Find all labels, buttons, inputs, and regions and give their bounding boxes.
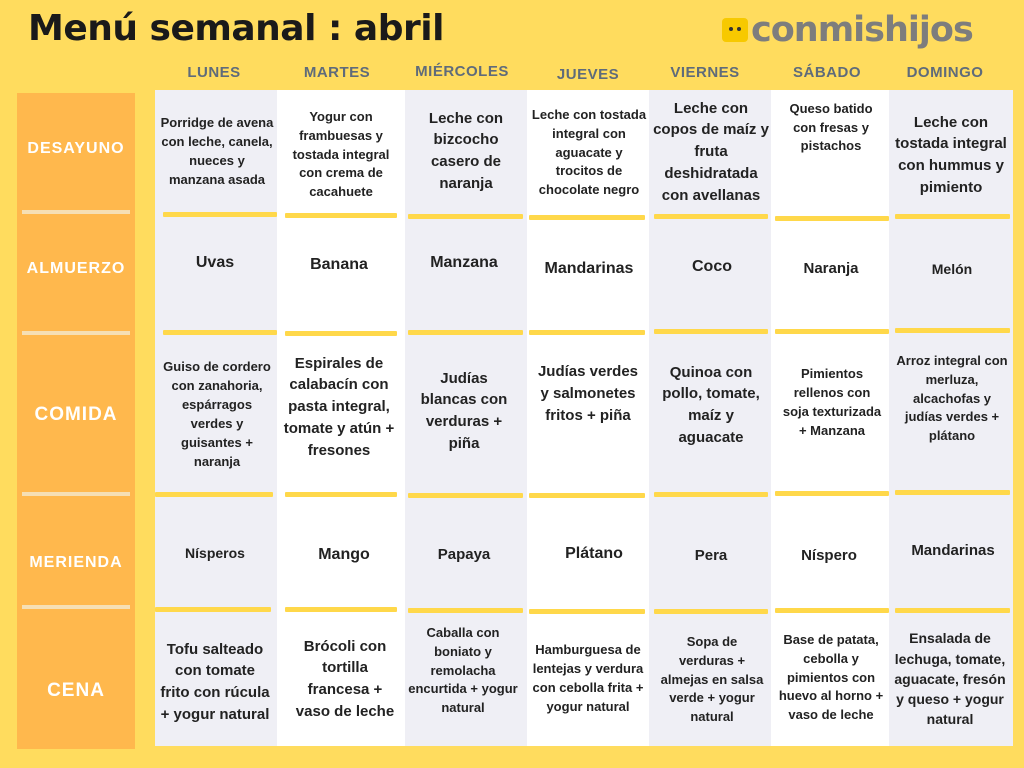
- meal-divider: [22, 210, 130, 214]
- menu-cell-merienda-martes: Mango: [318, 546, 370, 564]
- menu-cell-merienda-domingo: Mandarinas: [911, 542, 995, 560]
- cell-divider: [408, 330, 523, 335]
- cell-divider: [895, 328, 1010, 333]
- meal-label-comida: COMIDA: [34, 404, 118, 425]
- cell-divider: [775, 608, 889, 613]
- day-header-domingo: DOMINGO: [906, 64, 984, 81]
- menu-cell-comida-sabado: Pimientos rellenos con soja texturizada + Manzana: [782, 366, 882, 438]
- menu-cell-almuerzo-jueves: Mandarinas: [544, 260, 634, 278]
- menu-cell-almuerzo-lunes: Uvas: [195, 254, 235, 272]
- menu-cell-desayuno-miercoles: Leche con bizcocho casero de naranja: [428, 109, 504, 192]
- menu-cell-comida-lunes: Guiso de cordero con zanahoria, espárragos verdes y guisantes + naranja: [163, 359, 271, 469]
- menu-cell-cena-viernes: Sopa de verduras + almejas en salsa verde + yogur natural: [660, 633, 764, 725]
- cell-divider: [654, 492, 768, 497]
- menu-cell-comida-martes: Espirales de calabacín con pasta integral, tomate y atún + fresones: [283, 354, 395, 459]
- menu-cell-almuerzo-martes: Banana: [310, 256, 368, 274]
- menu-cell-cena-jueves: Hamburguesa de lentejas y verdura con cebolla frita + yogur natural: [532, 642, 644, 714]
- page-title: [28, 8, 444, 49]
- menu-cell-almuerzo-domingo: Melón: [931, 260, 973, 277]
- cell-divider: [285, 213, 397, 218]
- menu-cell-almuerzo-sabado: Naranja: [803, 260, 859, 278]
- cell-divider: [529, 215, 645, 220]
- menu-cell-desayuno-lunes: Porridge de avena con leche, canela, nueces y manzana asada: [160, 115, 274, 187]
- cell-divider: [155, 492, 273, 497]
- menu-cell-cena-domingo: Ensalada de lechuga, tomate, aguacate, fresón y queso + yogur natural: [894, 630, 1006, 728]
- menu-cell-desayuno-domingo: Leche con tostada integral con hummus y pimiento: [895, 113, 1007, 196]
- menu-grid: [155, 90, 1013, 746]
- cell-divider: [529, 493, 645, 498]
- menu-cell-cena-lunes: Tofu salteado con tomate frito con rúcula + yogur natural: [160, 640, 270, 723]
- cell-divider: [654, 609, 768, 614]
- day-header-miercoles: MIÉRCOLES: [415, 63, 509, 80]
- meal-label-column: [17, 93, 135, 749]
- menu-cell-merienda-viernes: Pera: [694, 547, 728, 565]
- meal-divider: [22, 605, 130, 609]
- menu-cell-merienda-sabado: Níspero: [801, 547, 857, 565]
- meal-label-merienda: MERIENDA: [29, 554, 123, 571]
- cell-divider: [408, 214, 523, 219]
- brand-logo: [722, 10, 973, 50]
- cell-divider: [775, 491, 889, 496]
- menu-cell-almuerzo-viernes: Coco: [692, 258, 732, 276]
- title-main: Menú semanal: [28, 8, 316, 49]
- day-header-martes: MARTES: [303, 64, 371, 81]
- face-logo-icon: [722, 18, 748, 42]
- menu-cell-comida-miercoles: Judías blancas con verduras + piña: [420, 369, 508, 452]
- menu-cell-desayuno-jueves: Leche con tostada integral con aguacate y trocitos de chocolate negro: [531, 106, 647, 198]
- cell-divider: [654, 214, 768, 219]
- cell-divider: [775, 216, 889, 221]
- cell-divider: [529, 330, 645, 335]
- cell-divider: [155, 607, 271, 612]
- cell-divider: [163, 212, 277, 217]
- meal-label-cena: CENA: [47, 680, 105, 701]
- menu-cell-merienda-lunes: Nísperos: [185, 544, 245, 561]
- meal-divider: [22, 492, 130, 496]
- cell-divider: [775, 329, 889, 334]
- logo-text: conmishijos: [751, 10, 973, 50]
- menu-cell-comida-viernes: Quinoa con pollo, tomate, maíz y aguacate: [662, 363, 760, 446]
- menu-cell-comida-jueves: Judías verdes y salmonetes fritos + piña: [537, 363, 639, 424]
- cell-divider: [285, 607, 397, 612]
- cell-divider: [408, 493, 523, 498]
- cell-divider: [285, 331, 397, 336]
- cell-divider: [163, 330, 277, 335]
- menu-cell-comida-domingo: Arroz integral con merluza, alcachofas y judías verdes + plátano: [896, 352, 1008, 444]
- menu-cell-cena-martes: Brócoli con tortilla francesa + vaso de leche: [295, 637, 395, 720]
- day-header-lunes: LUNES: [187, 64, 241, 81]
- menu-cell-merienda-miercoles: Papaya: [437, 546, 491, 564]
- cell-divider: [408, 608, 523, 613]
- menu-cell-cena-miercoles: Caballa con boniato y remolacha encurtida + yogur natural: [408, 624, 518, 716]
- title-month: abril: [353, 8, 444, 49]
- menu-cell-cena-sabado: Base de patata, cebolla y pimientos con huevo al horno + vaso de leche: [778, 631, 884, 723]
- title-separator: :: [315, 8, 354, 49]
- cell-divider: [654, 329, 768, 334]
- meal-label-desayuno: DESAYUNO: [27, 140, 125, 157]
- menu-cell-merienda-jueves: Plátano: [565, 545, 623, 563]
- meal-divider: [22, 331, 130, 335]
- cell-divider: [285, 492, 397, 497]
- menu-cell-almuerzo-miercoles: Manzana: [430, 254, 498, 272]
- day-header-jueves: JUEVES: [556, 66, 620, 83]
- day-header-viernes: VIERNES: [670, 64, 740, 81]
- menu-cell-desayuno-sabado: Queso batido con fresas y pistachos: [789, 100, 873, 154]
- meal-label-almuerzo: ALMUERZO: [26, 260, 126, 277]
- menu-cell-desayuno-martes: Yogur con frambuesas y tostada integral con crema de cacahuete: [292, 108, 390, 200]
- day-header-sabado: SÁBADO: [792, 64, 861, 81]
- menu-cell-desayuno-viernes: Leche con copos de maíz y fruta deshidratada con avellanas: [653, 99, 769, 204]
- cell-divider: [895, 490, 1010, 495]
